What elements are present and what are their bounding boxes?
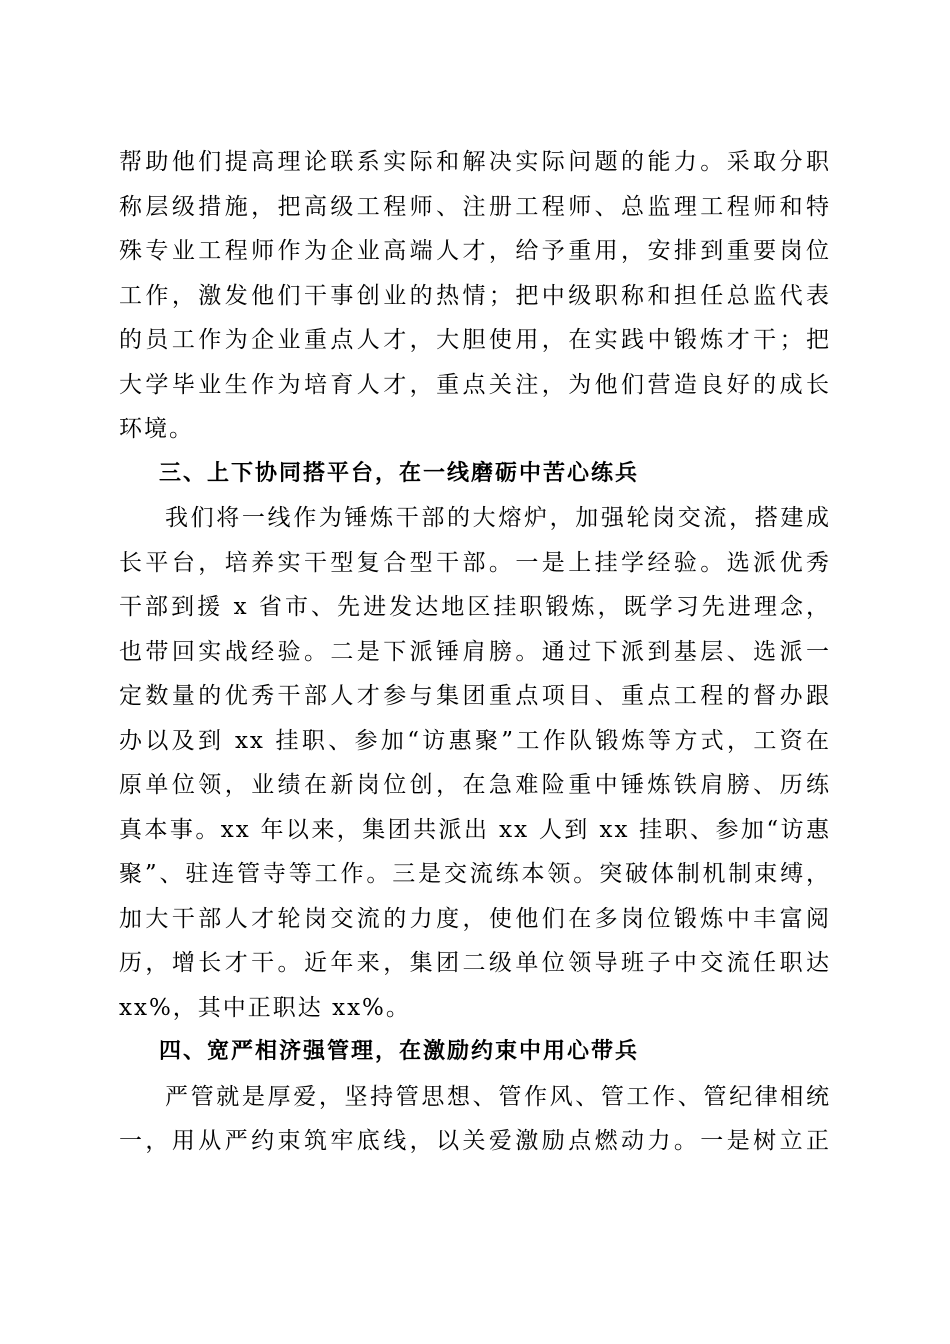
- text-line: 干部到援 x 省市、先进发达地区挂职锻炼，既学习先进理念，: [119, 594, 831, 620]
- text-line: 称层级措施，把高级工程师、注册工程师、总监理工程师和特: [119, 193, 831, 220]
- text-line: 原单位领，业绩在新岗位创，在急难险重中锤炼铁肩膀、历练: [119, 772, 831, 798]
- text-line: 加大干部人才轮岗交流的力度，使他们在多岗位锻炼中丰富阅: [119, 905, 831, 932]
- paragraph-strict-management: [119, 1075, 831, 1164]
- text-line: 严管就是厚爱，坚持管思想、管作风、管工作、管纪律相统: [165, 1083, 831, 1110]
- text-line: 的员工作为企业重点人才，大胆使用，在实践中锻炼才干；把: [119, 327, 831, 353]
- text-line: 长平台，培养实干型复合型干部。一是上挂学经验。选派优秀: [119, 549, 831, 576]
- paragraph-frontline-training: [119, 496, 831, 1030]
- text-line: 一，用从严约束筑牢底线，以关爱激励点燃动力。一是树立正: [119, 1128, 831, 1154]
- text-line: xx%，其中正职达 xx%。: [119, 994, 411, 1021]
- text-line: 环境。: [119, 416, 194, 442]
- text-line: 帮助他们提高理论联系实际和解决实际问题的能力。采取分职: [119, 149, 831, 175]
- paragraph-talent-tiers: [119, 140, 831, 452]
- text-line: 聚”、驻连管寺等工作。三是交流练本领。突破体制机制束缚，: [119, 861, 831, 887]
- section-heading-4: 四、宽严相济强管理，在激励约束中用心带兵: [159, 1039, 640, 1064]
- text-line: 真本事。xx 年以来，集团共派出 xx 人到 xx 挂职、参加“访惠: [119, 816, 831, 843]
- text-line: 历，增长才干。近年来，集团二级单位领导班子中交流任职达: [119, 950, 831, 976]
- text-line: 工作，激发他们干事创业的热情；把中级职称和担任总监代表: [119, 282, 831, 309]
- text-line: 定数量的优秀干部人才参与集团重点项目、重点工程的督办跟: [119, 683, 831, 709]
- document-body: [119, 140, 831, 1164]
- text-line: 办以及到 xx 挂职、参加“访惠聚”工作队锻炼等方式，工资在: [119, 727, 831, 754]
- text-line: 也带回实战经验。二是下派锤肩膀。通过下派到基层、选派一: [119, 638, 831, 665]
- section-heading-3: 三、上下协同搭平台，在一线磨砺中苦心练兵: [159, 460, 640, 486]
- text-line: 大学毕业生作为培育人才，重点关注，为他们营造良好的成长: [119, 371, 831, 398]
- text-line: 殊专业工程师作为企业高端人才，给予重用，安排到重要岗位: [119, 238, 831, 264]
- text-line: 我们将一线作为锤炼干部的大熔炉，加强轮岗交流，搭建成: [165, 505, 831, 531]
